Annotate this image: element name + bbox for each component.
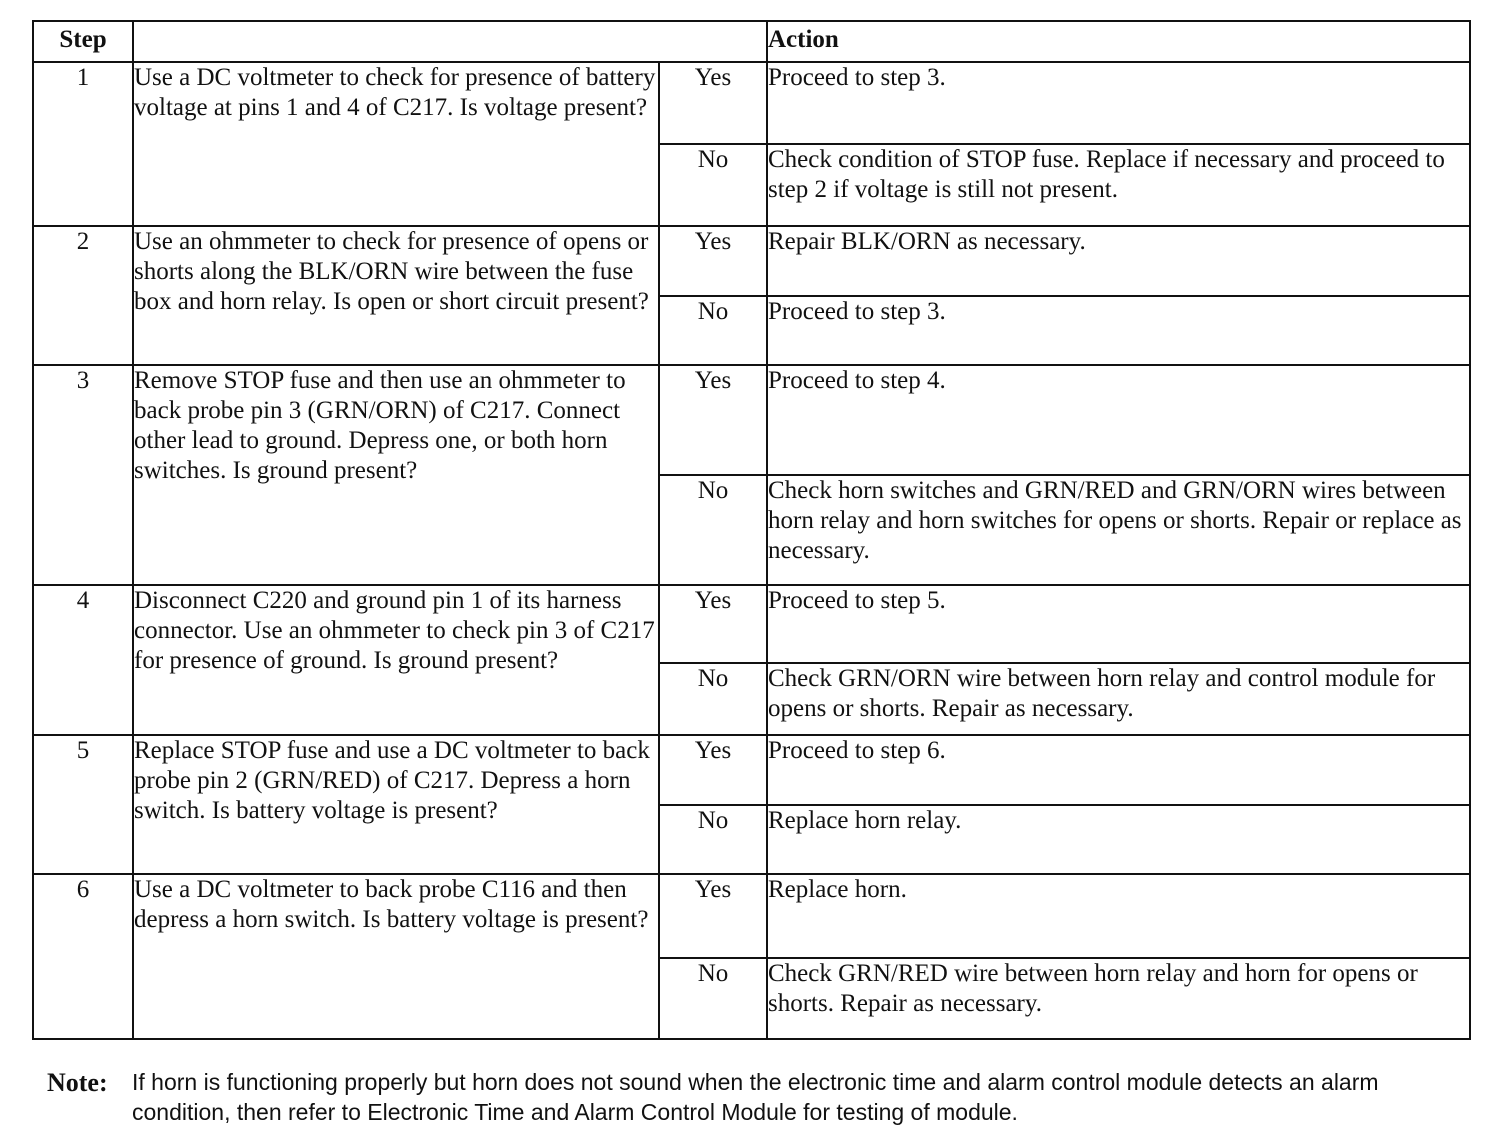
answer-yes: Yes	[659, 62, 767, 144]
action-no: Check GRN/ORN wire between horn relay and control module for opens or shorts. Repair as necessary.	[767, 663, 1470, 735]
action-no: Replace horn relay.	[767, 805, 1470, 874]
table-header-row	[33, 21, 1470, 62]
step-question: Use an ohmmeter to check for presence of opens or shorts along the BLK/ORN wire between the fuse box and horn relay. Is open or short circuit present?	[133, 226, 659, 365]
table-row	[33, 735, 1470, 805]
step-question: Replace STOP fuse and use a DC voltmeter to back probe pin 2 (GRN/RED) of C217. Depress a horn switch. Is battery voltage is present?	[133, 735, 659, 874]
action-yes: Proceed to step 4.	[767, 365, 1470, 475]
note-text: If horn is functioning properly but horn does not sound when the electronic time and alarm control module detects an alarm condition, then refer to Electronic Time and Alarm Control Module for testing of module.	[132, 1069, 1379, 1125]
step-number: 5	[33, 735, 133, 874]
table-row	[33, 585, 1470, 663]
step-question: Use a DC voltmeter to back probe C116 and then depress a horn switch. Is battery voltage is present?	[133, 874, 659, 1039]
answer-no: No	[659, 296, 767, 365]
header-step: Step	[33, 21, 133, 62]
answer-yes: Yes	[659, 874, 767, 958]
action-no: Check horn switches and GRN/RED and GRN/ORN wires between horn relay and horn switches for opens or shorts. Repair or replace as necessary.	[767, 475, 1470, 585]
header-action: Action	[767, 21, 1470, 62]
note	[47, 1067, 1467, 1127]
step-question: Remove STOP fuse and then use an ohmmeter to back probe pin 3 (GRN/ORN) of C217. Connect other lead to ground. Depress one, or both horn switches. Is ground present?	[133, 365, 659, 585]
step-number: 3	[33, 365, 133, 585]
answer-no: No	[659, 475, 767, 585]
step-number: 4	[33, 585, 133, 735]
step-question: Disconnect C220 and ground pin 1 of its harness connector. Use an ohmmeter to check pin 3 of C217 for presence of ground. Is ground present?	[133, 585, 659, 735]
action-no: Check condition of STOP fuse. Replace if necessary and proceed to step 2 if voltage is still not present.	[767, 144, 1470, 226]
table-row	[33, 62, 1470, 144]
answer-no: No	[659, 958, 767, 1039]
answer-yes: Yes	[659, 365, 767, 475]
note-label: Note:	[47, 1068, 108, 1097]
table-row	[33, 874, 1470, 958]
action-yes: Proceed to step 6.	[767, 735, 1470, 805]
answer-no: No	[659, 663, 767, 735]
step-question: Use a DC voltmeter to check for presence of battery voltage at pins 1 and 4 of C217. Is voltage present?	[133, 62, 659, 226]
action-no: Check GRN/RED wire between horn relay and horn for opens or shorts. Repair as necessary.	[767, 958, 1470, 1039]
action-yes: Repair BLK/ORN as necessary.	[767, 226, 1470, 296]
action-no: Proceed to step 3.	[767, 296, 1470, 365]
answer-no: No	[659, 144, 767, 226]
answer-yes: Yes	[659, 226, 767, 296]
answer-no: No	[659, 805, 767, 874]
diagnostic-table	[32, 20, 1471, 1040]
table-row	[33, 226, 1470, 296]
action-yes: Proceed to step 3.	[767, 62, 1470, 144]
action-yes: Proceed to step 5.	[767, 585, 1470, 663]
step-number: 6	[33, 874, 133, 1039]
header-blank	[133, 21, 767, 62]
action-yes: Replace horn.	[767, 874, 1470, 958]
step-number: 2	[33, 226, 133, 365]
answer-yes: Yes	[659, 735, 767, 805]
step-number: 1	[33, 62, 133, 226]
table-row	[33, 365, 1470, 475]
answer-yes: Yes	[659, 585, 767, 663]
